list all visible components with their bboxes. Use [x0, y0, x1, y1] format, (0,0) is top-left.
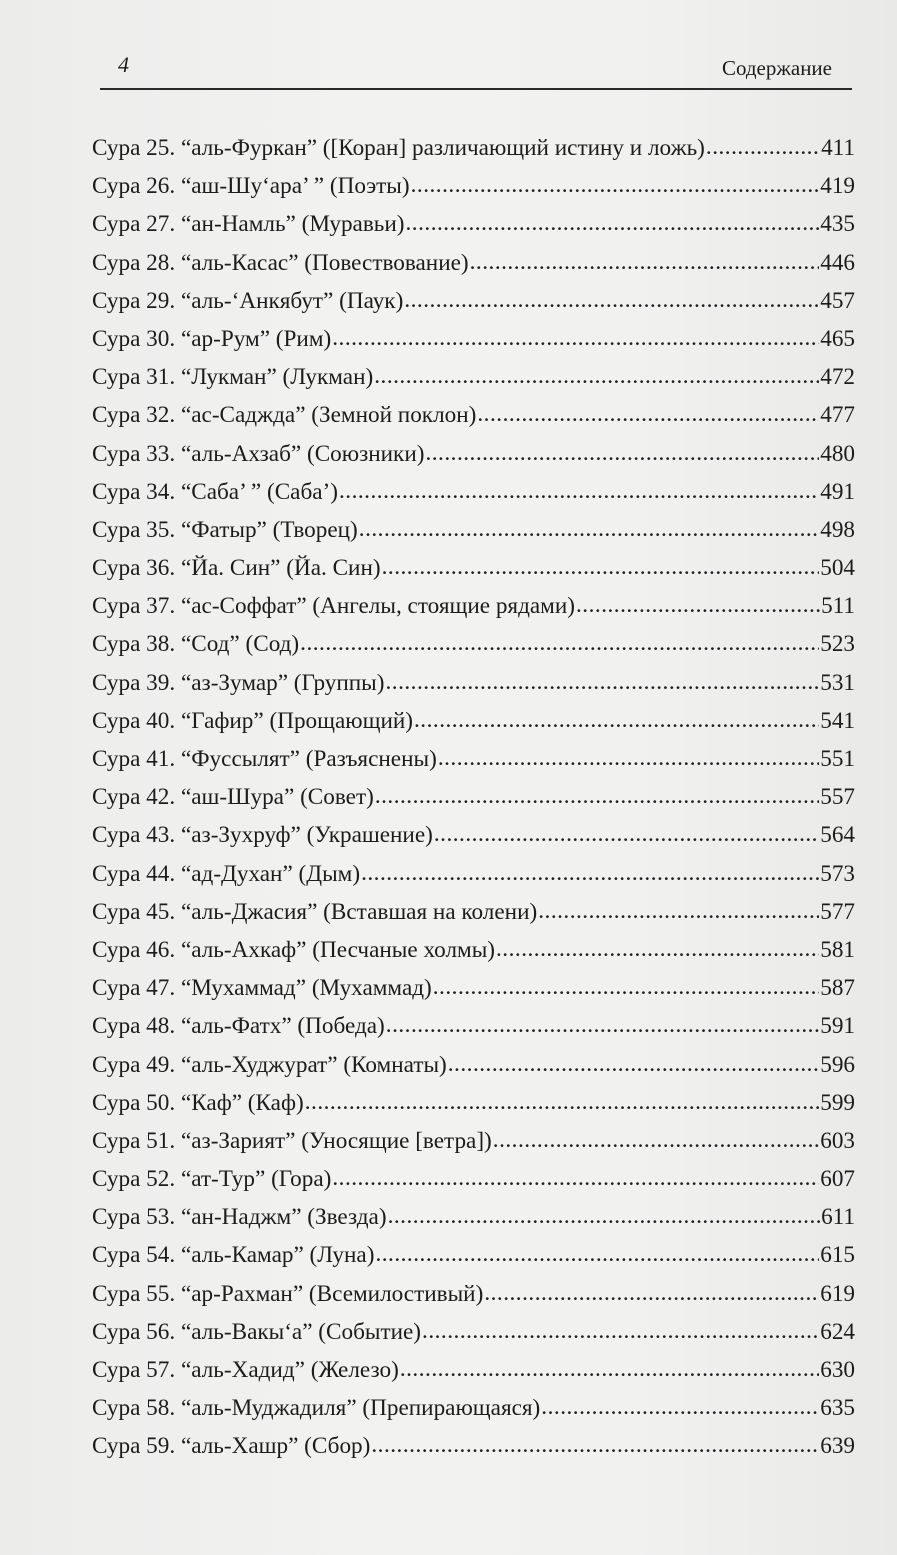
toc-dot-leader: [477, 395, 819, 433]
toc-entry: [92, 1236, 855, 1274]
toc-dot-leader: [493, 1121, 819, 1159]
toc-entry: [92, 1007, 855, 1045]
toc-entry: [92, 549, 855, 587]
toc-dot-leader: [332, 1159, 819, 1197]
toc-entry-page: 615: [820, 1242, 855, 1269]
toc-dot-leader: [404, 281, 819, 319]
toc-entry-page: 591: [820, 1013, 855, 1040]
toc-entry-page: 504: [820, 555, 855, 582]
toc-dot-leader: [305, 1083, 819, 1121]
toc-entry: [92, 1046, 855, 1084]
toc-entry-title: Сура 48. “аль-Фатх” (Победа): [92, 1013, 385, 1040]
toc-entry-page: 587: [820, 975, 855, 1002]
toc-entry: [92, 1427, 855, 1465]
toc-entry-page: 457: [820, 287, 855, 314]
toc-entry: [92, 282, 855, 320]
toc-entry-title: Сура 57. “аль-Хадид” (Железо): [92, 1357, 399, 1383]
toc-dot-leader: [332, 319, 819, 357]
toc-entry-title: Сура 39. “аз-Зумар” (Группы): [92, 669, 385, 696]
toc-dot-leader: [388, 1197, 821, 1235]
toc-entry-title: Сура 44. “ад-Духан” (Дым): [92, 860, 361, 887]
toc-entry-page: 498: [820, 516, 855, 543]
toc-dot-leader: [359, 510, 819, 548]
toc-entry: [92, 473, 855, 511]
toc-entry-page: 551: [820, 746, 855, 772]
toc-entry-title: Сура 25. “аль-Фуркан” ([Коран] различающий истину и ложь): [92, 135, 705, 161]
toc-entry-title: Сура 50. “Каф” (Каф): [92, 1089, 304, 1116]
toc-entry-title: Сура 56. “аль-Вакы‘а” (Событие): [92, 1318, 422, 1345]
toc-entry-page: 624: [820, 1318, 855, 1345]
toc-dot-leader: [371, 1426, 819, 1464]
toc-entry-title: Сура 42. “аш-Шура” (Совет): [92, 784, 374, 811]
toc-entry: [92, 1198, 855, 1236]
table-of-contents: [92, 129, 855, 1466]
toc-entry-title: Сура 26. “аш-Шу‘ара’ ” (Поэты): [92, 173, 410, 200]
toc-entry-page: 607: [820, 1166, 855, 1193]
toc-entry-title: Сура 59. “аль-Хашр” (Сбор): [92, 1433, 371, 1460]
toc-entry-title: Сура 38. “Сод” (Сод): [92, 631, 300, 658]
toc-entry-title: Сура 53. “ан-Наджм” (Звезда): [92, 1204, 387, 1231]
toc-entry-title: Сура 31. “Лукман” (Лукман): [92, 364, 374, 391]
toc-dot-leader: [374, 357, 819, 395]
toc-entry-title: Сура 52. “ат-Тур” (Гора): [92, 1166, 332, 1193]
toc-dot-leader: [414, 701, 819, 739]
toc-entry-page: 465: [820, 325, 855, 352]
toc-entry: [92, 358, 855, 396]
toc-entry: [92, 1389, 855, 1427]
toc-entry-page: 531: [820, 669, 855, 696]
toc-entry-title: Сура 58. “аль-Муджадиля” (Препирающаяся): [92, 1395, 541, 1422]
toc-entry: [92, 205, 855, 243]
toc-entry: [92, 855, 855, 893]
toc-entry-title: Сура 55. “ар-Рахман” (Всемилостивый): [92, 1280, 484, 1307]
toc-entry-title: Сура 49. “аль-Худжурат” (Комнаты): [92, 1051, 447, 1078]
toc-entry-title: Сура 27. “ан-Намль” (Муравьи): [92, 211, 405, 238]
running-title: Содержание: [721, 56, 832, 80]
toc-entry: [92, 1351, 855, 1389]
toc-dot-leader: [361, 854, 819, 892]
toc-entry: [92, 435, 855, 473]
toc-dot-leader: [406, 204, 820, 242]
toc-entry-page: 435: [820, 211, 855, 238]
toc-dot-leader: [411, 166, 820, 204]
toc-entry: [92, 625, 855, 663]
toc-entry-page: 603: [820, 1127, 855, 1154]
toc-entry: [92, 702, 855, 740]
toc-entry-page: 477: [820, 402, 855, 429]
toc-dot-leader: [438, 739, 819, 777]
toc-entry-title: Сура 33. “аль-Ахзаб” (Союзники): [92, 440, 425, 467]
toc-entry-title: Сура 29. “аль-‘Анкябут” (Паук): [92, 287, 404, 314]
toc-entry-page: 523: [820, 631, 855, 658]
toc-entry: [92, 167, 855, 205]
toc-dot-leader: [434, 815, 819, 853]
toc-entry-title: Сура 41. “Фуссылят” (Разъяснены): [92, 746, 437, 772]
toc-entry: [92, 1122, 855, 1160]
toc-dot-leader: [541, 1388, 819, 1426]
toc-entry: [92, 1275, 855, 1313]
toc-dot-leader: [422, 1312, 819, 1350]
toc-entry-page: 630: [820, 1357, 855, 1383]
toc-entry: [92, 1160, 855, 1198]
toc-entry: [92, 664, 855, 702]
toc-entry-title: Сура 45. “аль-Джасия” (Вставшая на колени): [92, 898, 538, 925]
toc-entry-page: 411: [821, 135, 855, 161]
toc-entry-page: 557: [820, 784, 855, 811]
toc-entry-page: 446: [820, 249, 855, 276]
toc-dot-leader: [484, 1274, 819, 1312]
toc-entry-title: Сура 46. “аль-Ахкаф” (Песчаные холмы): [92, 936, 495, 963]
toc-dot-leader: [386, 1006, 819, 1044]
toc-entry-page: 511: [821, 593, 855, 620]
toc-dot-leader: [375, 1235, 819, 1273]
toc-entry-page: 472: [820, 364, 855, 391]
toc-entry-page: 491: [820, 478, 855, 505]
toc-entry-title: Сура 43. “аз-Зухруф” (Украшение): [92, 822, 433, 849]
toc-dot-leader: [339, 472, 819, 510]
toc-dot-leader: [385, 663, 819, 701]
toc-entry-page: 599: [820, 1089, 855, 1116]
toc-dot-leader: [382, 548, 820, 586]
toc-entry-title: Сура 32. “ас-Саджда” (Земной поклон): [92, 402, 477, 429]
toc-dot-leader: [706, 128, 820, 166]
toc-dot-leader: [470, 243, 820, 281]
page-number: 4: [118, 52, 129, 77]
toc-entry: [92, 816, 855, 854]
toc-entry: [92, 129, 855, 167]
toc-dot-leader: [448, 1045, 819, 1083]
toc-entry: [92, 396, 855, 434]
toc-entry-title: Сура 28. “аль-Касас” (Повествование): [92, 249, 469, 276]
toc-entry-page: 419: [820, 173, 855, 200]
toc-entry-title: Сура 40. “Гафир” (Прощающий): [92, 707, 413, 734]
toc-entry-title: Сура 30. “ар-Рум” (Рим): [92, 325, 332, 352]
toc-dot-leader: [496, 930, 819, 968]
toc-entry-page: 619: [820, 1280, 855, 1307]
toc-entry-title: Сура 54. “аль-Камар” (Луна): [92, 1242, 375, 1269]
toc-entry-page: 635: [820, 1395, 855, 1422]
toc-entry: [92, 969, 855, 1007]
header-rule: [100, 88, 852, 90]
toc-entry-page: 596: [820, 1051, 855, 1078]
toc-entry-title: Сура 34. “Саба’ ” (Саба’): [92, 478, 338, 505]
toc-entry: [92, 893, 855, 931]
toc-entry-page: 564: [820, 822, 855, 849]
toc-entry: [92, 587, 855, 625]
toc-entry-page: 581: [820, 936, 855, 963]
toc-dot-leader: [425, 434, 819, 472]
toc-entry: [92, 1084, 855, 1122]
toc-dot-leader: [433, 968, 819, 1006]
toc-entry: [92, 511, 855, 549]
toc-entry: [92, 244, 855, 282]
toc-dot-leader: [538, 892, 819, 930]
toc-entry-title: Сура 36. “Йа. Син” (Йа. Син): [92, 555, 381, 582]
toc-entry-page: 611: [821, 1204, 855, 1231]
toc-entry-page: 639: [820, 1433, 855, 1460]
toc-dot-leader: [576, 586, 820, 624]
toc-entry-page: 541: [820, 707, 855, 734]
toc-entry: [92, 778, 855, 816]
toc-entry: [92, 1313, 855, 1351]
toc-dot-leader: [300, 624, 819, 662]
page-header: [100, 52, 852, 88]
toc-entry-page: 480: [820, 440, 855, 467]
toc-entry-page: 573: [820, 860, 855, 887]
toc-entry: [92, 931, 855, 969]
toc-entry: [92, 320, 855, 358]
toc-entry-title: Сура 37. “ас-Соффат” (Ангелы, стоящие рядами): [92, 593, 575, 620]
toc-entry-title: Сура 47. “Мухаммад” (Мухаммад): [92, 975, 432, 1002]
toc-entry: [92, 740, 855, 778]
toc-dot-leader: [400, 1350, 819, 1388]
toc-entry-title: Сура 35. “Фатыр” (Творец): [92, 516, 358, 543]
toc-dot-leader: [375, 777, 819, 815]
toc-entry-title: Сура 51. “аз-Зарият” (Уносящие [ветра]): [92, 1127, 492, 1154]
toc-entry-page: 577: [820, 898, 855, 925]
